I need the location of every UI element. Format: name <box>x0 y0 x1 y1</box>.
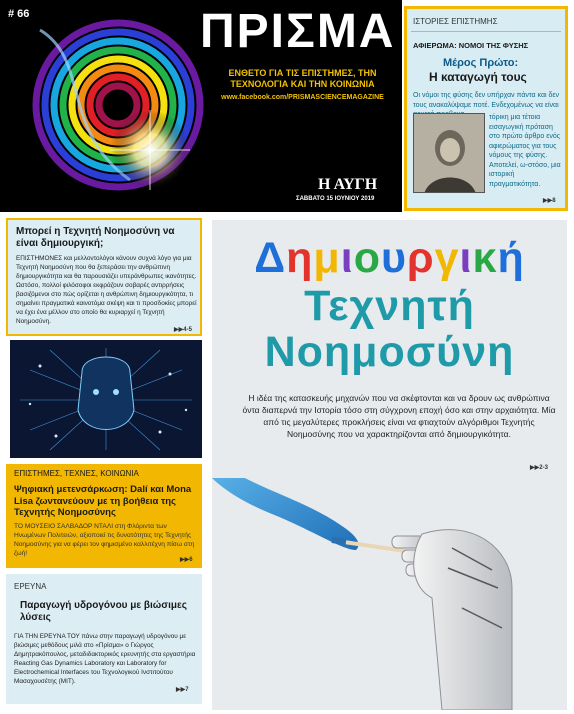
page-ref: ▶▶8 <box>543 198 556 204</box>
article-body: ΕΠΙΣΤΗΜΟΝΕΣ και μελλοντολόγοι κάνουν συχνά λόγο για μια Τεχνητή Νοημοσύνη που θα ξεπεράσει την ανθρώπινη δημιουργικότητα και θα παρουσιάζει υπεράνθρωπες ικανότητες. Ωστόσο, πολλοί φιλόσοφοι εκφράζουν σοβαρές αντιρρήσεις βασιζόμενοι στο πώς ορίζεται η ανθρώπινη δημιουργικότητα, τι σημαίνει πραγματικά καινοτόμα σκέψη και τι προσδοκίες μπορεί να έχει ένα μέλλον στο οποίο θα κυριαρχεί η Τεχνητή Νοημοσύνη. <box>16 255 197 325</box>
ai-creativity-article[interactable] <box>6 218 202 336</box>
facebook-link[interactable]: www.facebook.com/PRISMASCIENCEMAGAZINE <box>221 94 384 101</box>
feature-title-letter: υ <box>380 234 407 282</box>
feature-title-line-1 <box>212 234 567 283</box>
article-body: ΤΟ ΜΟΥΣΕΙΟ ΣΑΛΒΑΔΟΡ ΝΤΑΛΙ στη Φλόριντα των Ηνωμένων Πολιτειών, αξιοποιεί τις δυνατότητες της Τεχνητής Νοημοσύνης για να φέρει τον φημισμένο καλλιτέχνη πίσω στη ζωή! <box>14 523 195 557</box>
category-label: ΕΡΕΥΝΑ <box>14 582 47 591</box>
feature-title-letter: ι <box>459 234 473 282</box>
feature-title-letter: μ <box>313 234 341 282</box>
robot-hand-painting-image <box>212 478 567 710</box>
issue-number: # 66 <box>8 8 30 20</box>
article-title: Η καταγωγή τους <box>429 70 527 84</box>
category-label: ΕΠΙΣΤΗΜΕΣ, ΤΕΧΝΕΣ, ΚΟΙΝΩΝΙΑ <box>14 469 139 478</box>
feature-title-letter: ο <box>353 234 381 282</box>
article-title: Παραγωγή υδρογόνου με βιώσιμες λύσεις <box>20 600 187 623</box>
history-of-science-box[interactable] <box>404 6 568 211</box>
newspaper-name: Η ΑΥΓΗ <box>318 176 378 193</box>
feature-title-letter: η <box>286 234 314 282</box>
issue-date: ΣΑΒΒΑΤΟ 15 ΙΟΥΝΙΟΥ 2019 <box>296 196 375 202</box>
divider <box>411 31 561 32</box>
page-ref: ▶▶2-3 <box>530 465 548 471</box>
feature-title-letter: ι <box>340 234 354 282</box>
article-title: Ψηφιακή μετενσάρκωση: Dalí και Mona Lisa ζωντανεύουν με τη βοήθεια της Τεχνητής Νοημοσύνης <box>14 484 192 518</box>
page-ref: ▶▶6 <box>180 557 193 563</box>
feature-title-line-2: Τεχνητή <box>304 282 475 330</box>
kicker: ΑΦΙΕΡΩΜΑ: ΝΟΜΟΙ ΤΗΣ ΦΥΣΗΣ <box>413 41 529 50</box>
part-label: Μέρος Πρώτο: <box>443 57 519 69</box>
feature-intro: Η ιδέα της κατασκευής μηχανών που να σκέφτονται και να δρουν ως ανθρώπινα όντα διαπερνά την Ιστορία τόσο στη σύγχρονη εποχή όσο και στην αρχαιότητα. Μία από τις μεγαλύτερες προκλήσεις είναι να φτιαχτούν αλγόριθμοι Τεχνητής Νοημοσύνης που να χαρακτηρίζονται από δημιουργικότητα. <box>242 393 556 439</box>
cover-feature[interactable] <box>212 220 567 710</box>
article-title: Μπορεί η Τεχνητή Νοημοσύνη να είναι δημιουργική; <box>16 226 175 249</box>
portrait-image <box>413 113 485 193</box>
masthead <box>0 0 402 212</box>
page-ref: ▶▶4-5 <box>174 327 192 333</box>
feature-title-letter: κ <box>472 234 498 282</box>
article-body: τόρικη μια τέτοια εισαγωγική πρόταση στο πρώτο άρθρο ενός αφιερώματος για τους νόμους της φύσης. Αποτελεί, ω-στόσο, μια ιστορική πραγματικότητα. <box>489 114 561 188</box>
magazine-title: ΠΡΙΣΜΑ <box>200 5 396 58</box>
article-body: ΓΙΑ ΤΗΝ ΕΡΕΥΝΑ ΤΟΥ πάνω στην παραγωγή υδρογόνου με βιώσιμες μεθόδους μιλά στο «Πρίσμα» ο Γιώργος Δημητρακόπουλος, μεταδιδακτορικός ερευνητής στα εργαστήρια Reacting Gas Dynamics Laboratory και Laboratory for Electrochemical Interfaces του Τεχνολογικού Ινστιτούτου Μασαχουσέτης (MIT). <box>14 633 196 685</box>
ai-head-illustration <box>10 340 202 458</box>
feature-title-letter: ρ <box>407 234 435 282</box>
category-label: ΙΣΤΟΡΙΕΣ ΕΠΙΣΤΗΜΗΣ <box>413 17 498 26</box>
intro-text: Οι νόμοι της φύσης δεν υπήρχαν πάντα και δεν τους ανακαλύψαμε ποτέ. Ενδεχομένως να είναι <box>413 92 560 109</box>
magazine-tagline: ΕΝΘΕΤΟ ΓΙΑ ΤΙΣ ΕΠΙΣΤΗΜΕΣ, ΤΗΝ ΤΕΧΝΟΛΟΓΙΑ ΚΑΙ ΤΗΝ ΚΟΙΝΩΝΙΑ <box>228 68 377 89</box>
hydrogen-research-article[interactable] <box>6 574 202 704</box>
digital-reincarnation-article[interactable] <box>6 464 202 568</box>
page-ref: ▶▶7 <box>176 687 189 693</box>
feature-title-letter: γ <box>434 234 460 282</box>
feature-title-line-3: Νοημοσύνη <box>264 328 515 376</box>
feature-title-letter: ή <box>497 234 525 282</box>
feature-title-letter: Δ <box>254 234 287 282</box>
